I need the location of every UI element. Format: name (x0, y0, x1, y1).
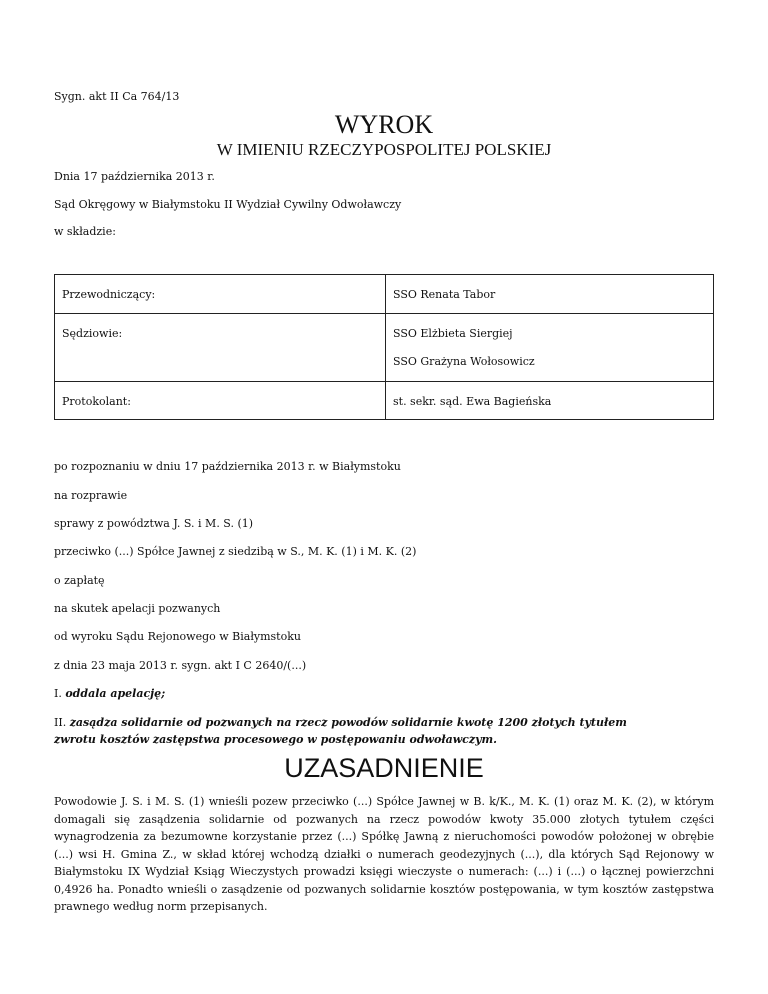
proceeding-line: na skutek apelacji pozwanych (54, 602, 221, 615)
verdict-number: II. (54, 716, 67, 729)
proceeding-line: od wyroku Sądu Rejonowego w Białymstoku (54, 630, 301, 643)
document-title: WYROK (334, 110, 434, 139)
judge-name: SSO Grażyna Wołosowicz (393, 355, 535, 368)
proceeding-line: z dnia 23 maja 2013 r. sygn. akt I C 2640/(...) (54, 659, 307, 672)
clerk-name: st. sekr. sąd. Ewa Bagieńska (393, 395, 552, 408)
proceeding-line: przeciwko (...) Spółce Jawnej z siedzibą w S., M. K. (1) i M. K. (2) (54, 545, 417, 558)
verdict-text: oddala apelację; (65, 687, 166, 700)
proceeding-line: na rozprawie (54, 489, 128, 502)
verdict-point-2 (54, 716, 627, 730)
proceeding-line: o zapłatę (54, 574, 105, 587)
proceeding-line: po rozpoznaniu w dniu 17 października 2013 r. w Białymstoku (54, 460, 401, 473)
verdict-number: I. (54, 687, 62, 700)
composition-label: w składzie: (54, 225, 116, 238)
justification-paragraph: Powodowie J. S. i M. S. (1) wnieśli pozew przeciwko (...) Spółce Jawnej w B. k/K., M. K. (1) oraz M. K. (2), w którym domagali się zasądzenia solidarnie od pozwanych na rzecz powodów kwoty 35.000 złotych tytułem części wynagrodzenia za bezumowne korzystanie przez (...) Spółkę Jawną z nieruchomości powodów położonej w obrębie (...) wsi H. Gmina Z., w skład której wchodzą działki o numerach geodezyjnych (...), dla których Sąd Rejonowy w Białymstoku IX Wydział Ksiąg Wieczystych prowadzi księgi wieczyste o numerach: (...) i (...) o łącznej powierzchni 0,4926 ha. Ponadto wnieśli o zasądzenie od pozwanych solidarnie kosztów postępowania, w tym kosztów zastępstwa prawnego według norm przepisanych. (54, 795, 714, 913)
justification-heading: UZASADNIENIE (284, 753, 484, 783)
role-label: Przewodniczący: (62, 288, 156, 301)
panel-row-chair (55, 275, 714, 314)
case-signature: Sygn. akt II Ca 764/13 (54, 90, 180, 103)
verdict-point-1 (54, 687, 165, 701)
panel-row-clerk (55, 382, 714, 420)
verdict-text-continued: zwrotu kosztów zastępstwa procesowego w postępowaniu odwoławczym. (54, 733, 497, 746)
judge-name: SSO Renata Tabor (393, 288, 496, 301)
role-label: Sędziowie: (62, 327, 123, 340)
court-name: Sąd Okręgowy w Białymstoku II Wydział Cywilny Odwoławczy (54, 198, 402, 211)
verdict-text: zasądza solidarnie od pozwanych na rzecz powodów solidarnie kwotę 1200 złotych tytułem (69, 716, 627, 729)
panel-row-judges (55, 314, 714, 382)
document-subtitle: W IMIENIU RZECZYPOSPOLITEJ POLSKIEJ (216, 140, 552, 159)
proceeding-line: sprawy z powództwa J. S. i M. S. (1) (54, 517, 254, 530)
court-panel-table (54, 274, 714, 420)
judge-name: SSO Elżbieta Siergiej (393, 327, 513, 340)
judgment-date: Dnia 17 października 2013 r. (54, 170, 215, 183)
role-label: Protokolant: (62, 395, 131, 408)
